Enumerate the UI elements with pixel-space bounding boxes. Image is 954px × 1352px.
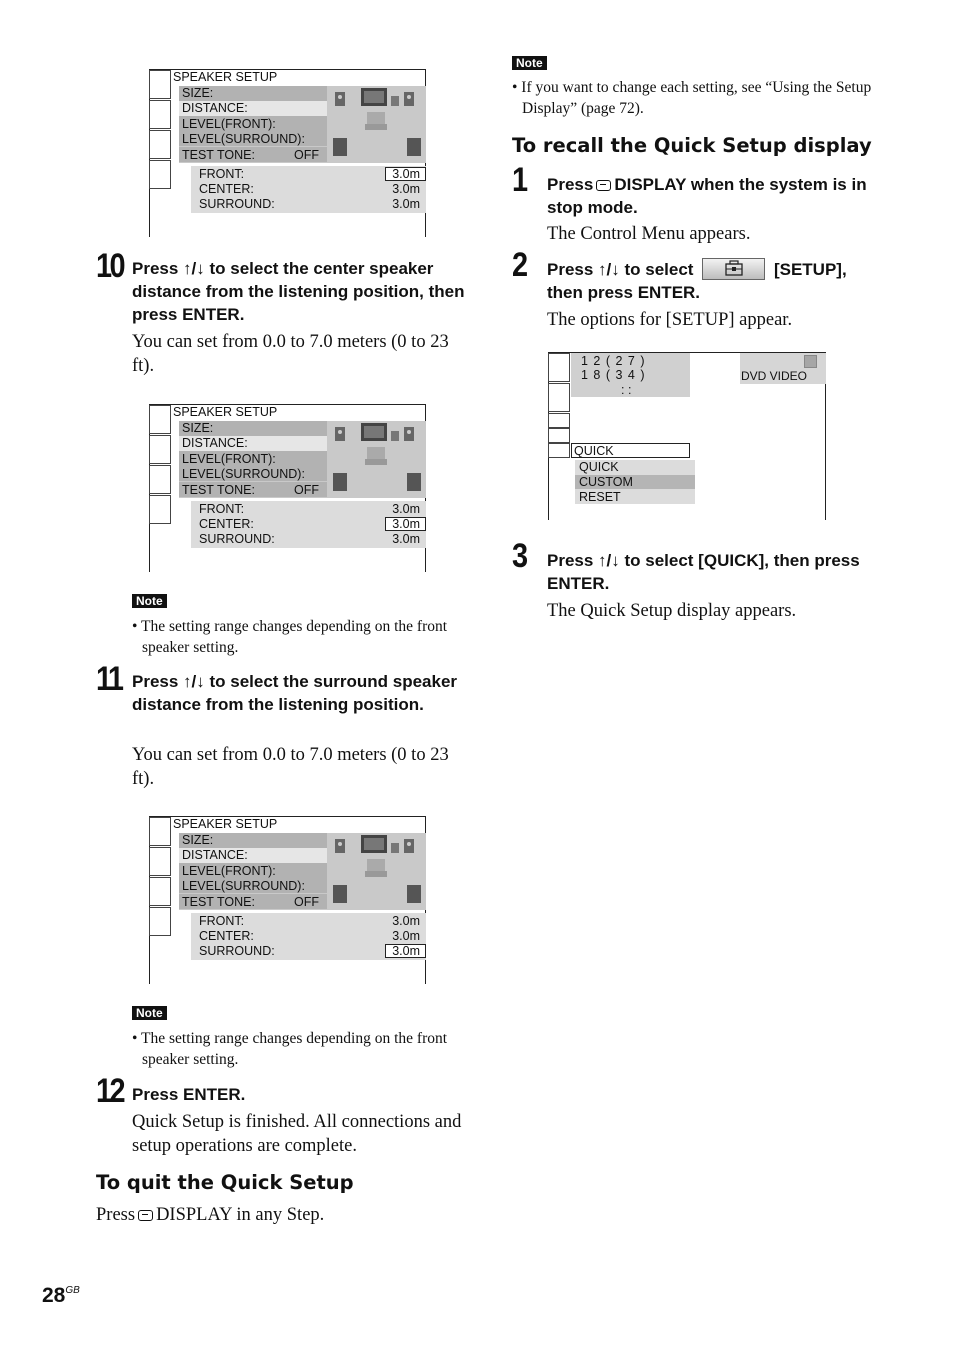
step-2-text-a: Press ↑/↓ to select [547, 260, 694, 279]
speaker-setup-screen-2 [149, 404, 426, 572]
option-custom[interactable]: CUSTOM [579, 475, 633, 489]
step-11-instruction: Press ↑/↓ to select the surround speaker distance from the listening position. [132, 672, 458, 714]
menu-level-front: LEVEL(FRONT): [182, 864, 276, 878]
control-menu-screen [548, 352, 826, 537]
step-3-description: The Quick Setup display appears. [547, 601, 797, 621]
menu-level-front: LEVEL(FRONT): [182, 117, 276, 131]
time-line: : : [621, 383, 632, 397]
value-surround: 3.0m [392, 532, 420, 546]
menu-test-tone: TEST TONE: [182, 148, 255, 162]
page-number-value: 28 [42, 1284, 66, 1307]
step-12-number: 12 [96, 1072, 124, 1110]
disc-type: DVD VIDEO [741, 369, 808, 383]
step-2-text-b: [SETUP], [773, 260, 847, 279]
value-label-front: FRONT: [199, 502, 245, 516]
display-button-icon [138, 1210, 153, 1221]
screen-title: SPEAKER SETUP [173, 817, 278, 831]
step-11-description: You can set from 0.0 to 7.0 meters (0 to 23 ft). [132, 745, 449, 789]
value-label-center: CENTER: [199, 182, 254, 196]
step-3-instruction: Press ↑/↓ to select [QUICK], then press ENTER. [547, 551, 860, 593]
step-10-instruction: Press ↑/↓ to select the center speaker distance from the listening position, then press ENTER. [132, 259, 465, 324]
step-10-number: 10 [96, 247, 124, 285]
step-1-instruction [547, 173, 887, 219]
step-11-number: 11 [96, 660, 122, 698]
value-front: 3.0m [392, 502, 420, 516]
menu-size: SIZE: [182, 833, 214, 847]
step-1-description: The Control Menu appears. [547, 224, 751, 244]
step-10-description: You can set from 0.0 to 7.0 meters (0 to 23 ft). [132, 332, 449, 376]
setup-icon [702, 258, 765, 280]
speaker-setup-screen-1 [149, 69, 426, 237]
speaker-setup-screen-3 [149, 816, 426, 984]
option-reset[interactable]: RESET [579, 490, 621, 504]
menu-level-surround: LEVEL(SURROUND): [182, 132, 305, 146]
speaker-layout-icon [329, 833, 426, 910]
speaker-layout-icon [329, 86, 426, 163]
selected-setup-option: QUICK [574, 444, 614, 458]
menu-size: SIZE: [182, 421, 214, 435]
value-front: 3.0m [392, 167, 420, 181]
test-tone-value: OFF [294, 483, 319, 497]
note-badge: Note [512, 56, 547, 70]
note-text: • The setting range changes depending on the front speaker setting. [132, 618, 448, 656]
value-label-front: FRONT: [199, 914, 245, 928]
menu-distance: DISTANCE: [182, 436, 248, 450]
step-12-instruction: Press ENTER. [132, 1085, 246, 1104]
quit-rest-text: DISPLAY in any Step. [156, 1205, 325, 1225]
step-1-number: 1 [512, 161, 526, 199]
menu-test-tone: TEST TONE: [182, 895, 255, 909]
display-button-icon [596, 180, 611, 191]
test-tone-value: OFF [294, 148, 319, 162]
value-surround: 3.0m [392, 197, 420, 211]
value-label-surround: SURROUND: [199, 197, 275, 211]
value-center: 3.0m [392, 929, 420, 943]
note-text: • The setting range changes depending on the front speaker setting. [132, 1030, 448, 1068]
test-tone-value: OFF [294, 895, 319, 909]
chapter-line: 1 8 ( 3 4 ) [581, 368, 646, 382]
value-label-center: CENTER: [199, 517, 254, 531]
note-badge: Note [132, 594, 167, 608]
note-text: • If you want to change each setting, see “Using the Setup Display” (page 72). [512, 79, 872, 117]
menu-level-surround: LEVEL(SURROUND): [182, 879, 305, 893]
value-label-center: CENTER: [199, 929, 254, 943]
value-center: 3.0m [392, 182, 420, 196]
step-12-description: Quick Setup is finished. All connections and setup operations are complete. [132, 1112, 462, 1156]
step-1-press-text: Press [547, 175, 594, 194]
menu-distance: DISTANCE: [182, 848, 248, 862]
quit-press-text: Press [96, 1205, 136, 1225]
page-number [42, 1284, 80, 1308]
value-front: 3.0m [392, 914, 420, 928]
menu-size: SIZE: [182, 86, 214, 100]
option-quick[interactable]: QUICK [579, 460, 619, 474]
page-number-suffix: GB [65, 1285, 80, 1296]
value-label-surround: SURROUND: [199, 944, 275, 958]
menu-level-front: LEVEL(FRONT): [182, 452, 276, 466]
step-1-rest-text: DISPLAY when the system is in stop mode. [547, 175, 867, 217]
speaker-layout-icon [329, 421, 426, 498]
screen-title: SPEAKER SETUP [173, 405, 278, 419]
step-3-number: 3 [512, 537, 526, 575]
menu-test-tone: TEST TONE: [182, 483, 255, 497]
menu-distance: DISTANCE: [182, 101, 248, 115]
title-chapter-line: 1 2 ( 2 7 ) [581, 354, 646, 368]
recall-heading: To recall the Quick Setup display [512, 134, 872, 157]
step-2-text-c: then press ENTER. [547, 283, 701, 302]
value-label-surround: SURROUND: [199, 532, 275, 546]
value-label-front: FRONT: [199, 167, 245, 181]
quit-heading: To quit the Quick Setup [96, 1171, 354, 1194]
menu-level-surround: LEVEL(SURROUND): [182, 467, 305, 481]
step-2-number: 2 [512, 246, 526, 284]
quit-text [96, 1203, 476, 1227]
screen-title: SPEAKER SETUP [173, 70, 278, 84]
value-surround: 3.0m [392, 944, 420, 958]
note-badge: Note [132, 1006, 167, 1020]
step-2-description: The options for [SETUP] appear. [547, 310, 793, 330]
step-2-instruction [547, 258, 887, 304]
value-center: 3.0m [392, 517, 420, 531]
